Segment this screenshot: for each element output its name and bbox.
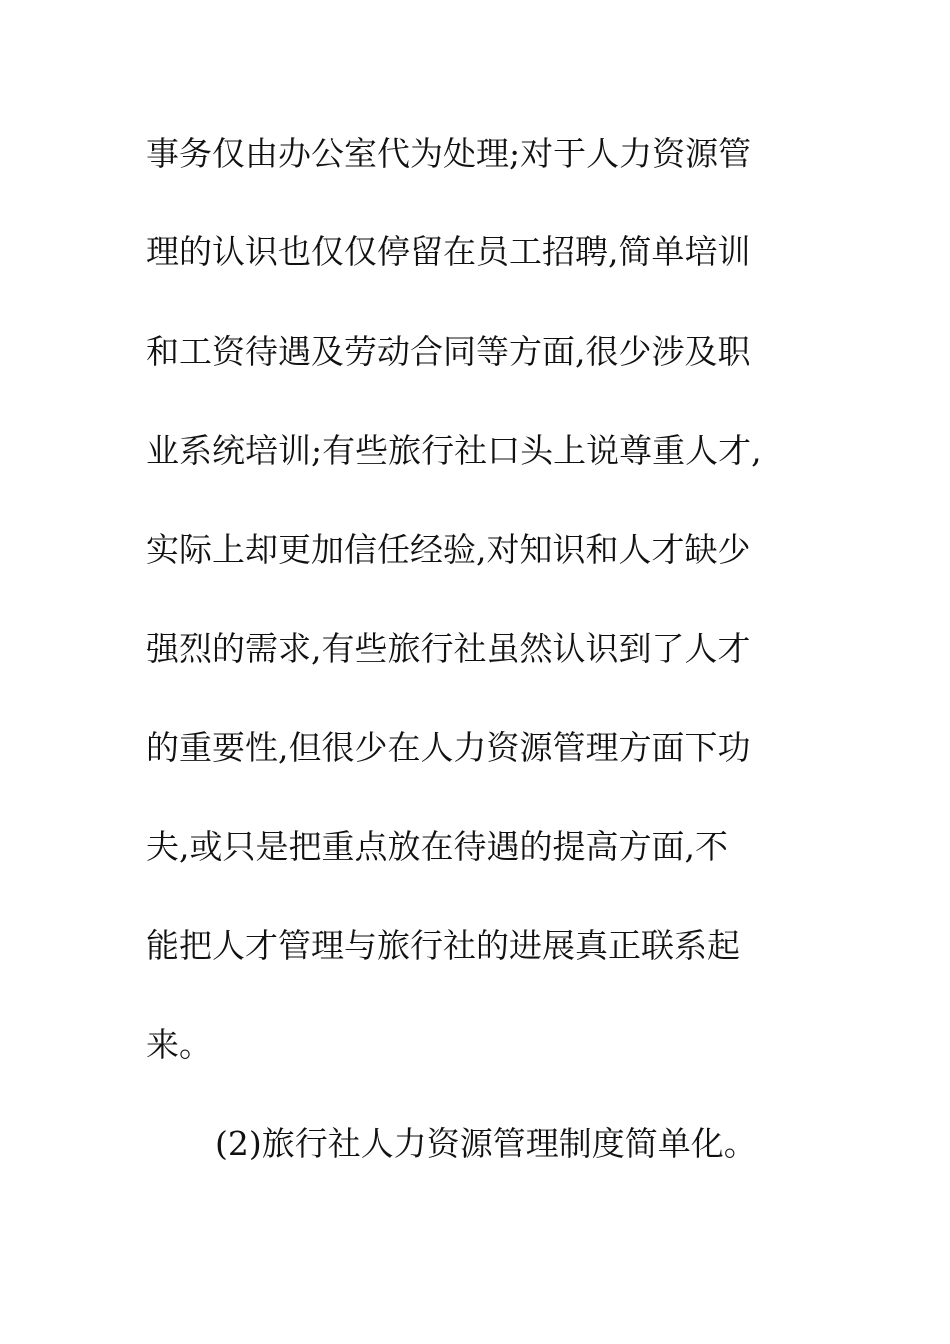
paragraph-line-10: 来。: [146, 1025, 212, 1064]
paragraph-line-9: 能把人才管理与旅行社的进展真正联系起: [146, 926, 740, 965]
paragraph-line-3: 和工资待遇及劳动合同等方面,很少涉及职: [146, 332, 751, 371]
paragraph-line-8: 夫,或只是把重点放在待遇的提高方面,不: [146, 827, 728, 866]
paragraph-line-1: 事务仅由办公室代为处理;对于人力资源管: [146, 134, 752, 173]
paragraph-line-2: 理的认识也仅仅停留在员工招聘,简单培训: [146, 232, 751, 271]
paragraph-line-4: 业系统培训;有些旅行社口头上说尊重人才,: [146, 431, 762, 470]
paragraph-line-6: 强烈的需求,有些旅行社虽然认识到了人才: [146, 629, 751, 668]
paragraph-line-7: 的重要性,但很少在人力资源管理方面下功: [146, 728, 751, 767]
section-heading: (2)旅行社人力资源管理制度简单化。: [215, 1124, 757, 1163]
paragraph-line-5: 实际上却更加信任经验,对知识和人才缺少: [146, 530, 751, 569]
